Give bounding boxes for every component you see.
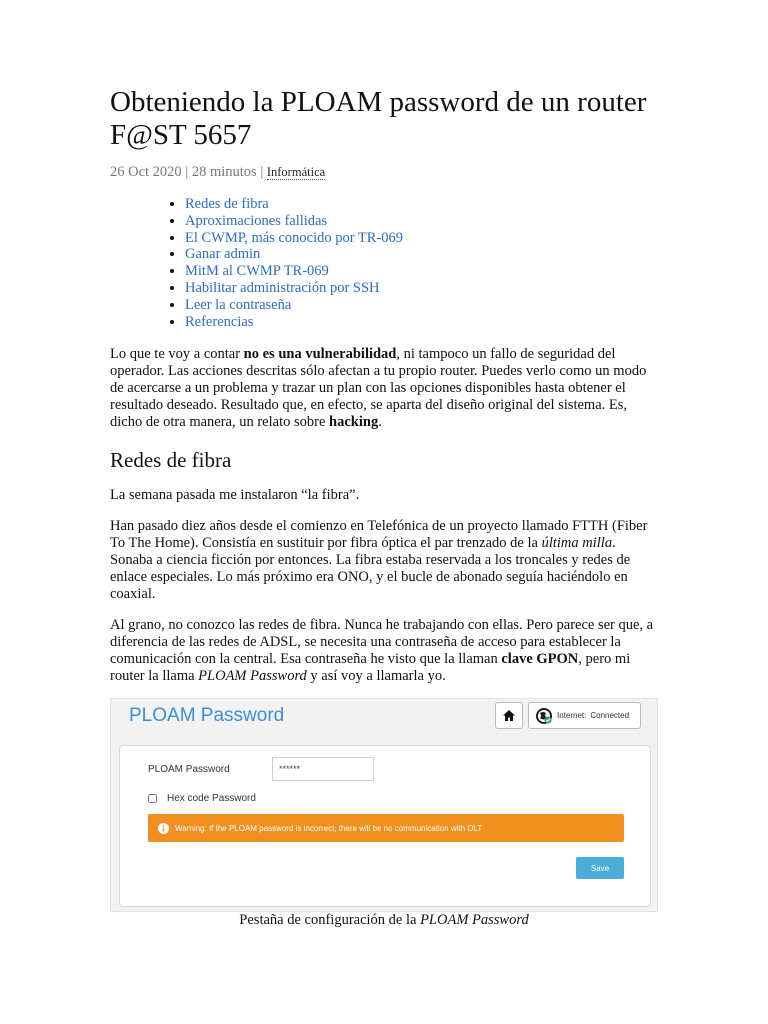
toc-link-ganar-admin[interactable]: Ganar admin — [185, 246, 261, 263]
toc-link-referencias[interactable]: Referencias — [185, 313, 254, 330]
section-heading: Redes de fibra — [110, 448, 232, 473]
italic-text: PLOAM Password — [198, 668, 307, 685]
article-title: Obteniendo la PLOAM password de un router F@ST 5657 — [110, 86, 647, 151]
save-button[interactable]: Save — [576, 857, 624, 879]
toc-item — [185, 196, 655, 213]
paragraph: La semana pasada me instalaron “la fibra”. — [110, 487, 360, 504]
text-run: y así voy a llamarla yo. — [306, 668, 446, 685]
warning-banner — [148, 814, 624, 842]
caption-italic: PLOAM Password — [420, 912, 529, 928]
text-run: . Sonaba a ciencia ficción por entonces. La fibra estaba reservada a los troncales y redes de enlace especiales. Lo más próximo era ONO, y el bucle de abonado seguía haciéndolo en coaxial. — [110, 535, 631, 603]
article — [110, 86, 655, 685]
internet-status-button[interactable] — [528, 702, 641, 729]
table-of-contents — [110, 196, 655, 330]
figure-caption — [0, 912, 768, 929]
intro-paragraph — [110, 346, 655, 431]
toc-item — [185, 246, 655, 263]
article-meta — [110, 164, 655, 181]
bold-text: no es una vulnerabilidad — [243, 346, 397, 363]
paragraph — [110, 617, 655, 685]
ploam-password-label: PLOAM Password — [148, 764, 230, 775]
info-icon — [158, 823, 169, 834]
meta-separator: | — [181, 164, 192, 180]
read-time: 28 minutos — [191, 164, 257, 180]
italic-text: última milla — [541, 535, 613, 552]
article-date: 26 Oct 2020 — [110, 164, 182, 180]
toc-link-ssh[interactable]: Habilitar administración por SSH — [185, 279, 380, 296]
caption-text: Pestaña de configuración de la — [239, 912, 421, 928]
paragraph — [110, 518, 655, 603]
figure-title: PLOAM Password — [129, 705, 285, 726]
bold-text: clave GPON — [501, 651, 579, 668]
toc-link-aproximaciones-fallidas[interactable]: Aproximaciones fallidas — [185, 212, 328, 229]
globe-icon — [535, 707, 553, 725]
toc-link-cwmp[interactable]: El CWMP, más conocido por TR-069 — [185, 229, 404, 246]
toc-item — [185, 213, 655, 230]
status-value: Connected — [590, 711, 630, 720]
ploam-password-input[interactable] — [272, 757, 374, 781]
text-run: Han pasado diez años desde el comienzo en Telefónica de un proyecto llamado FTTH (Fiber To The Home). Consistía en sustituir por fibra óptica el par trenzado de la — [110, 518, 648, 552]
warning-text: Warning: If the PLOAM password is incorrect, there will be no communication with OLT — [175, 823, 483, 833]
meta-separator: | — [256, 164, 267, 180]
text-run: . — [378, 414, 382, 431]
bold-text: hacking — [329, 414, 379, 431]
toc-item — [185, 280, 655, 297]
text-run: , ni tampoco un fallo de seguridad del operador. Las acciones descritas sólo afectan a tu propio router. Puedes verlo como un modo de acercarse a un problema y trazar un plan con las opciones disponibles hasta obtener el resultado deseado. Resultado que, en efecto, se aparta del diseño original del sistema. Es, dicho de otra manera, un relato sobre — [110, 346, 647, 431]
toc-link-mitm[interactable]: MitM al CWMP TR-069 — [185, 263, 329, 280]
text-run: Al grano, no conozco las redes de fibra. Nunca he trabajando con ellas. Pero parece ser que, a diferencia de las redes de ADSL, se necesita una contraseña de acceso para establecer la comunicación con la central. Esa contraseña he visto que la llaman — [110, 617, 654, 668]
toc-link-leer-contrasena[interactable]: Leer la contraseña — [185, 296, 292, 313]
hex-code-checkbox[interactable] — [148, 794, 157, 803]
toc-item — [185, 314, 655, 331]
home-icon — [502, 709, 516, 722]
toc-item — [185, 230, 655, 247]
home-button[interactable] — [495, 702, 523, 729]
category-link[interactable]: Informática — [266, 165, 326, 179]
toc-item — [185, 263, 655, 280]
toc-item — [185, 297, 655, 314]
text-run: Lo que te voy a contar — [110, 346, 244, 363]
hex-code-label: Hex code Password — [167, 793, 256, 804]
text-run: , pero mi router la llama — [110, 651, 631, 685]
toc-link-redes-de-fibra[interactable]: Redes de fibra — [185, 196, 269, 212]
settings-panel — [119, 745, 651, 907]
router-screenshot — [110, 698, 658, 912]
status-label: Internet: — [557, 711, 587, 720]
